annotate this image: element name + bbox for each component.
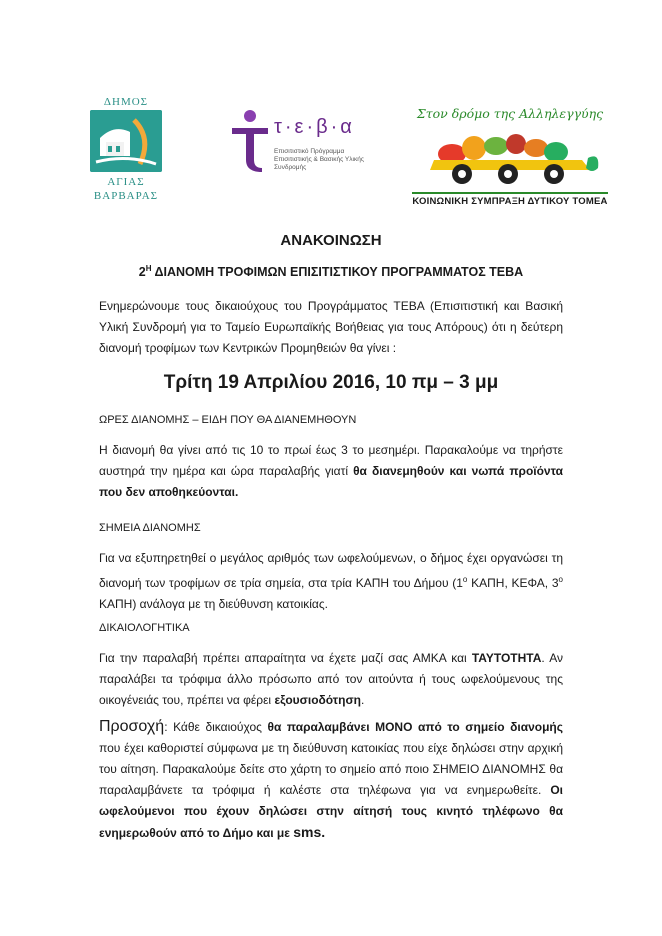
logo-text-dimos: ΔΗΜΟΣ xyxy=(103,96,149,108)
section-documents-heading: ΔΙΚΑΙΟΛΟΓΗΤΙΚΑ xyxy=(99,622,190,634)
allileggyi-logo xyxy=(412,106,608,210)
vegetable-truck-icon xyxy=(412,124,608,190)
teba-logo xyxy=(228,108,368,180)
allileggyi-subtitle: ΚΟΙΝΩΝΙΚΗ ΣΥΜΠΡΑΞΗ ΔΥΤΙΚΟΥ ΤΟΜΕΑ xyxy=(412,192,608,207)
section-points-text: Για να εξυπηρετηθεί ο μεγάλος αριθμός των ωφελούμενων, ο δήμος έχει οργανώσει τη διανομή των τροφίμων σε τρία σημεία, στα τρία ΚΑΠΗ του Δήμου ($1^o$ ΚΑΠΗ, ΚΕΦΑ, $3^o$ ΚΑΠΗ) ανάλογα με τη διεύθυνση κατοικίας. xyxy=(99,551,563,611)
allileggyi-title: Στον δρόμο της Αλληλεγγύης xyxy=(416,106,604,121)
section-points-heading: ΣΗΜΕΙΑ ΔΙΑΝΟΜΗΣ xyxy=(99,522,201,534)
intro-paragraph: Ενημερώνουμε τους δικαιούχους του Προγράμματος ΤΕΒΑ (Επισιτιστική και Βασική Υλική Συνδρομή για το Ταμείο Ευρωπαϊκής Βοήθειας για τους Απόρους) ότι η δεύτερη διανομή τροφίμων των Κεντρικών Προμηθειών θα γίνει : xyxy=(99,299,563,355)
logo-emblem xyxy=(90,110,162,172)
teba-wordmark: τ·ε·β·α xyxy=(274,116,355,138)
dimos-agias-varvaras-logo xyxy=(84,96,168,204)
logo-text-agias: ΑΓΙΑΣ xyxy=(107,176,145,188)
distribution-date: Τρίτη 19 Απριλίου 2016, 10 πμ – 3 μμ xyxy=(163,372,499,393)
section-hours-text: Η διανομή θα γίνει από τις 10 το πρωί έως 3 το μεσημέρι. Παρακαλούμε να τηρήστε αυστηρά την ημέρα και ώρα παραλαβής γιατί θα διανεμηθούν και νωπά προϊόντα που δεν αποθηκεύονται. xyxy=(99,443,564,499)
section-documents-text: Για την παραλαβή πρέπει απαραίτητα να έχετε μαζί σας ΑΜΚΑ και ΤΑΥΤΟΤΗΤΑ. Αν παραλάβει τα τρόφιμα άλλο πρόσωπο από τον αιτούντα ή τους ωφελούμενους της οικογένειάς του, πρέπει να φέρει εξουσιοδότηση. xyxy=(99,651,563,707)
announcement-subtitle: $2^H$ ΔΙΑΝΟΜΗ ΤΡΟΦΙΜΩΝ ΕΠΙΣΙΤΙΣΤΙΚΟΥ ΠΡΟΓΡΑΜΜΑΤΟΣ ΤΕΒΑ xyxy=(138,264,524,280)
teba-figure-icon xyxy=(228,108,272,172)
section-attention-text: Προσοχή: Κάθε δικαιούχος θα παραλαμβάνει ΜΟΝΟ από το σημείο διανομής που έχει καθοριστεί σύμφωνα με τη διεύθυνση κατοικίας που είχε δηλώσει στην αρχική του αίτηση. Παρακαλούμε δείτε στο χάρτη το σημείο από ποιο ΣΗΜΕΙΟ ΔΙΑΝΟΜΗΣ θα παραλαμβάνετε τα τρόφιμα ή καλέστε στα τηλέφωνα για να ενημερωθείτε. Οι ωφελούμενοι που έχουν δηλώσει στην αίτησή τους κινητό τηλέφωνο θα ενημερωθούν από το Δήμο και με sms. xyxy=(99,718,563,840)
section-hours-heading: ΩΡΕΣ ΔΙΑΝΟΜΗΣ – ΕΙΔΗ ΠΟΥ ΘΑ ΔΙΑΝΕΜΗΘΟΥΝ xyxy=(99,414,357,426)
announcement-title: ΑΝΑΚΟΙΝΩΣΗ xyxy=(280,232,382,249)
logo-text-varvaras: ΒΑΡΒΑΡΑΣ xyxy=(93,190,159,202)
teba-subtitle: Επισιτιστικό Πρόγραμμα Επισιτιστικής & Βασικής Υλικής Συνδρομής xyxy=(274,148,364,171)
